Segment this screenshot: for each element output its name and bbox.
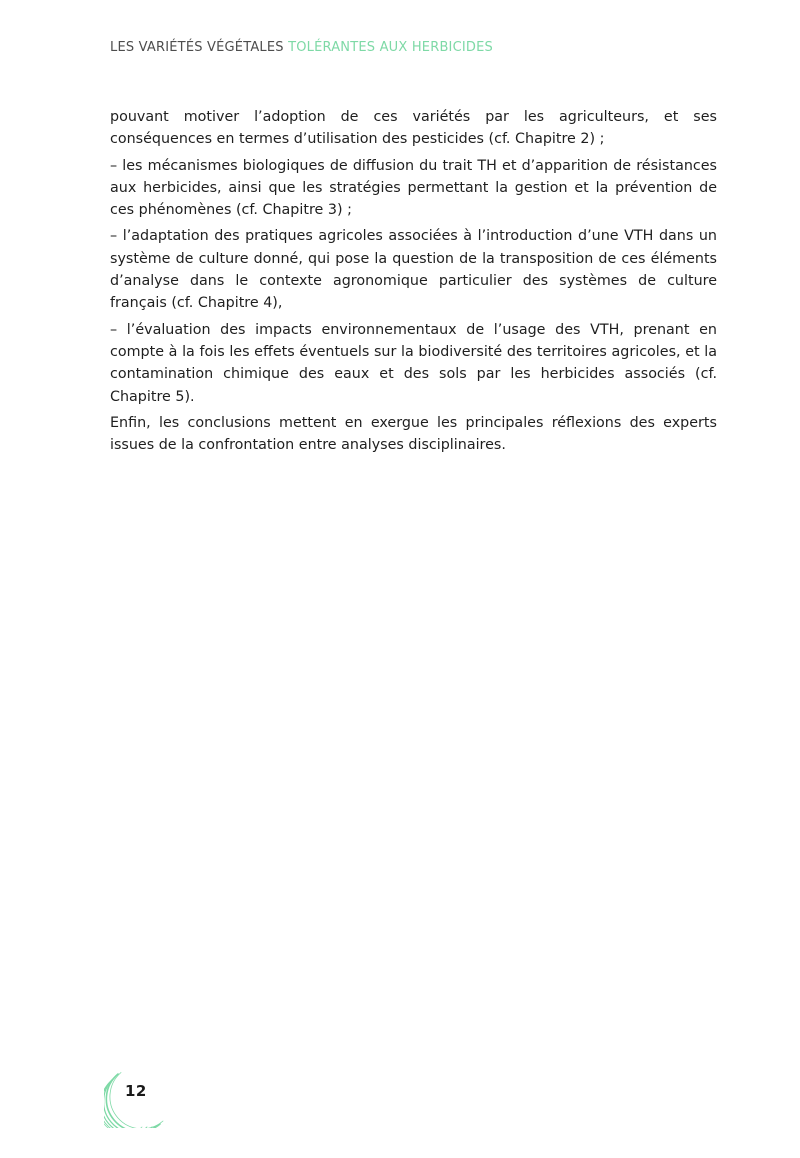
paragraph: – l’adaptation des pratiques agricoles associées à l’introduction d’une VTH dans un système de culture donné, qui pose la question de la transposition de ces éléments d’analyse dans le contexte agronomique particulier des systèmes de culture français (cf. Chapitre 4), [110,228,717,312]
running-header-subtitle: TOLÉRANTES AUX HERBICIDES [288,40,493,55]
running-header-title: LES VARIÉTÉS VÉGÉTALES [110,40,289,55]
body-text [110,106,717,460]
concentric-arcs-icon [104,1072,164,1128]
page-number: 12 [125,1082,147,1100]
paragraph: pouvant motiver l’adoption de ces variétés par les agriculteurs, et ses conséquences en termes d’utilisation des pesticides (cf. Chapitre 2) ; [110,109,717,148]
running-header [110,40,493,55]
page-folio [104,1072,164,1128]
paragraph: – les mécanismes biologiques de diffusion du trait TH et d’apparition de résistances aux herbicides, ainsi que les stratégies permettant la gestion et la prévention de ces phénomènes (cf. Chapitre 3) ; [110,157,717,219]
paragraph: – l’évaluation des impacts environnementaux de l’usage des VTH, prenant en compte à la fois les effets éventuels sur la biodiversité des territoires agricoles, et la contamination chimique des eaux et des sols par les herbicides associés (cf. Chapitre 5). [110,321,717,405]
paragraph: Enfin, les conclusions mettent en exergue les principales réflexions des experts issues de la confrontation entre analyses disciplinaires. [110,414,717,454]
